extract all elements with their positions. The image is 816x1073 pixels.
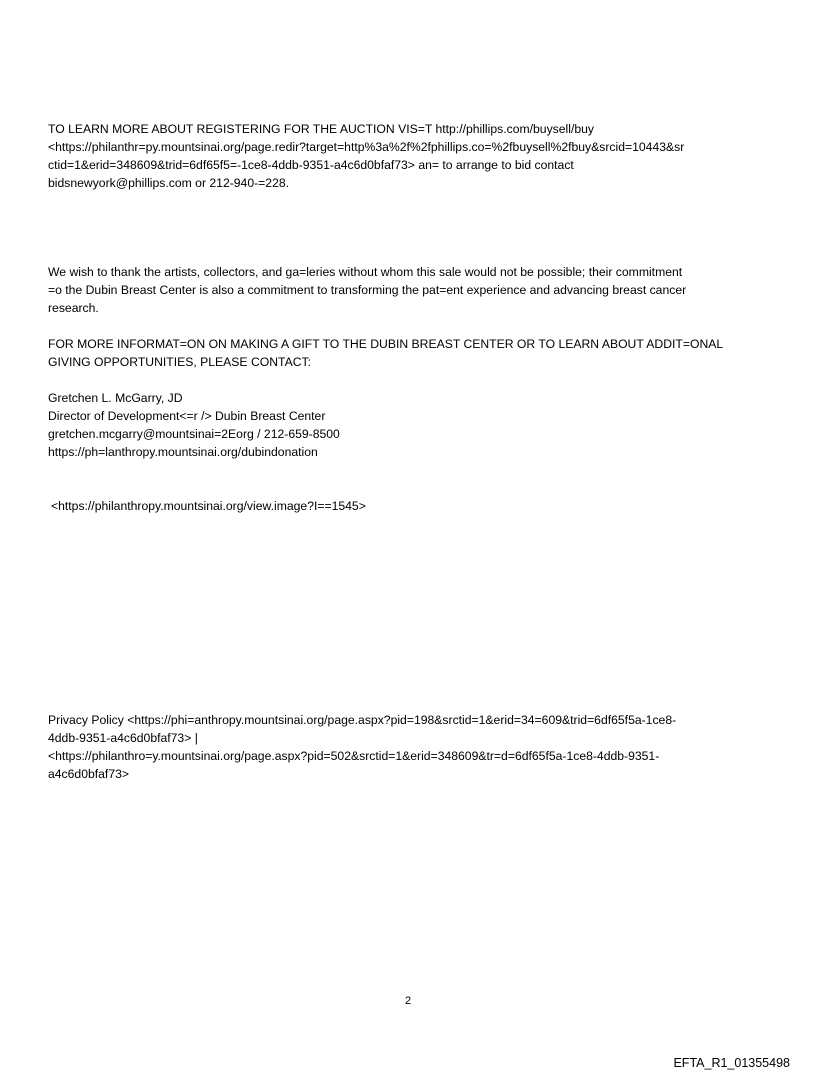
auction-line-1: TO LEARN MORE ABOUT REGISTERING FOR THE AUCTION VIS=T http://phillips.com/buysell/buy	[48, 122, 594, 136]
image-link: <https://philanthropy.mountsinai.org/view.image?I==1545>	[51, 499, 366, 513]
auction-line-2: <https://philanthr=py.mountsinai.org/page.redir?target=http%3a%2f%2fphillips.co=%2fbuysell%2fbuy&srcid=10443&sr	[48, 140, 685, 154]
privacy-line-3: <https://philanthro=y.mountsinai.org/page.aspx?pid=502&srctid=1&erid=348609&tr=d=6df65f5a-1ce8-4ddb-9351-	[48, 749, 660, 763]
auction-line-3: ctid=1&erid=348609&trid=6df65f5=-1ce8-4ddb-9351-a4c6d0bfaf73> an= to arrange to bid contact	[48, 158, 574, 172]
more-info-line-1: FOR MORE INFORMAT=ON ON MAKING A GIFT TO THE DUBIN BREAST CENTER OR TO LEARN ABOUT ADDIT=ONAL	[48, 337, 724, 351]
document-id: EFTA_R1_01355498	[673, 1056, 790, 1070]
auction-line-4: bidsnewyork@phillips.com or 212-940-=228.	[48, 176, 290, 190]
thanks-line-1: We wish to thank the artists, collectors, and ga=leries without whom this sale would not be possible; their commitment	[48, 265, 683, 279]
privacy-paragraph	[48, 711, 768, 783]
contact-donation-link: https://ph=lanthropy.mountsinai.org/dubindonation	[48, 445, 318, 459]
thanks-paragraph	[48, 263, 768, 317]
more-info-line-2: GIVING OPPORTUNITIES, PLEASE CONTACT:	[48, 355, 311, 369]
contact-title: Director of Development<=r /> Dubin Breast Center	[48, 409, 326, 423]
contact-block	[48, 389, 768, 461]
page-number: 2	[404, 995, 412, 1007]
thanks-line-3: research.	[48, 301, 99, 315]
contact-email-phone: gretchen.mcgarry@mountsinai=2Eorg / 212-659-8500	[48, 427, 340, 441]
privacy-line-4: a4c6d0bfaf73>	[48, 767, 129, 781]
more-info-paragraph	[48, 335, 768, 371]
contact-name: Gretchen L. McGarry, JD	[48, 391, 183, 405]
image-link-paragraph	[51, 497, 771, 515]
auction-registration-paragraph	[48, 120, 768, 192]
privacy-line-2: 4ddb-9351-a4c6d0bfaf73> |	[48, 731, 198, 745]
thanks-line-2: =o the Dubin Breast Center is also a commitment to transforming the pat=ent experience and advancing breast cancer	[48, 283, 687, 297]
privacy-line-1: Privacy Policy <https://phi=anthropy.mountsinai.org/page.aspx?pid=198&srctid=1&erid=34=609&trid=6df65f5a-1ce8-	[48, 713, 677, 727]
